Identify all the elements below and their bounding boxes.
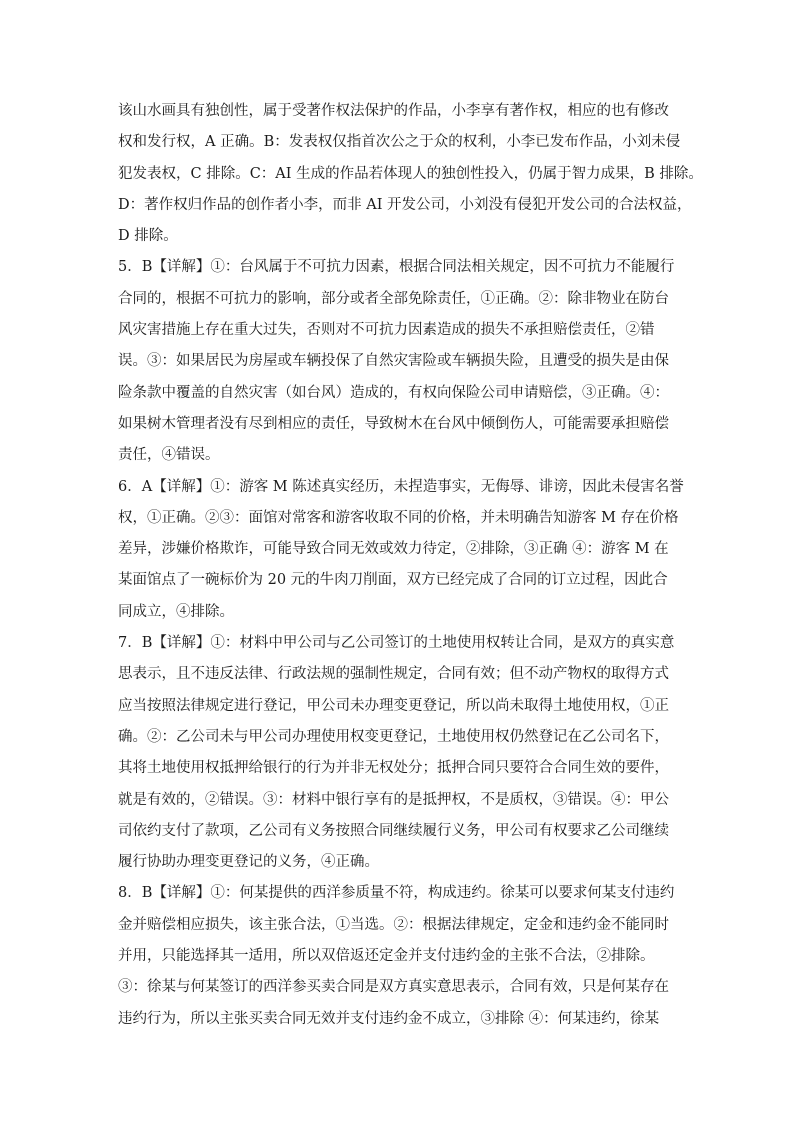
text-line: 应当按照法律规定进行登记，甲公司未办理变更登记，所以尚未取得土地使用权，①正 [118, 697, 669, 714]
text-line: D：著作权归作品的创作者小李，而非 AI 开发公司，小刘没有侵犯开发公司的合法权益， [118, 196, 692, 213]
text-line: 同成立，④排除。 [118, 603, 234, 620]
question-5-answer: 5．B【详解】①：台风属于不可抗力因素，根据合同法相关规定，因不可抗力不能履行 [118, 259, 675, 276]
text-line: 差异，涉嫌价格欺诈，可能导致合同无效或效力待定，②排除，③正确 ④：游客 M 在 [118, 541, 669, 558]
text-line: 责任，④错误。 [118, 447, 220, 464]
text-line: 金并赔偿相应损失，该主张合法，①当选。②：根据法律规定，定金和违约金不能同时 [118, 916, 669, 933]
text-line: 权，①正确。②③：面馆对常客和游客收取不同的价格，并未明确告知游客 M 存在价格 [118, 509, 679, 526]
text-line: ③：徐某与何某签订的西洋参买卖合同是双方真实意思表示，合同有效，只是何某存在 [118, 979, 669, 996]
question-8-answer: 8．B【详解】①：何某提供的西洋参质量不符，构成违约。徐某可以要求何某支付违约 [118, 885, 675, 902]
text-line: 其将土地使用权抵押给银行的行为并非无权处分；抵押合同只要符合合同生效的要件， [118, 760, 669, 777]
text-line: 思表示，且不违反法律、行政法规的强制性规定，合同有效；但不动产物权的取得方式 [118, 666, 669, 683]
text-line: 误。③：如果居民为房屋或车辆投保了自然灾害险或车辆损失险，且遭受的损失是由保 [118, 353, 669, 370]
text-line: 权和发行权，A 正确。B：发表权仅指首次公之于众的权利，小李已发布作品，小刘未侵 [118, 134, 681, 151]
text-line: 犯发表权，C 排除。C：AI 生成的作品若体现人的独创性投入，仍属于智力成果，B 排除。 [118, 165, 703, 182]
question-6-answer: 6．A【详解】①：游客 M 陈述真实经历，未捏造事实，无侮辱、诽谤，因此未侵害名誉 [118, 478, 684, 495]
text-line: 风灾害措施上存在重大过失，否则对不可抗力因素造成的损失不承担赔偿责任，②错 [118, 322, 655, 339]
text-line: 合同的，根据不可抗力的影响，部分或者全部免除责任，①正确。②：除非物业在防台 [118, 290, 669, 307]
answer-explanation-text [118, 96, 703, 1035]
text-line: 并用，只能选择其一适用，所以双倍返还定金并支付违约金的主张不合法，②排除。 [118, 948, 655, 965]
text-line: 确。②：乙公司未与甲公司办理使用权变更登记，土地使用权仍然登记在乙公司名下， [118, 728, 669, 745]
question-7-answer: 7．B【详解】①：材料中甲公司与乙公司签订的土地使用权转让合同，是双方的真实意 [118, 635, 675, 652]
text-line: D 排除。 [118, 228, 178, 245]
text-line: 险条款中覆盖的自然灾害（如台风）造成的，有权向保险公司申请赔偿，③正确。④： [118, 384, 669, 401]
text-line: 司依约支付了款项，乙公司有义务按照合同继续履行义务，甲公司有权要求乙公司继续 [118, 822, 669, 839]
text-line: 如果树木管理者没有尽到相应的责任，导致树木在台风中倾倒伤人，可能需要承担赔偿 [118, 415, 669, 432]
text-line: 履行协助办理变更登记的义务，④正确。 [118, 854, 379, 871]
text-line: 就是有效的，②错误。③：材料中银行享有的是抵押权，不是质权，③错误。④：甲公 [118, 791, 669, 808]
text-line: 某面馆点了一碗标价为 20 元的牛肉刀削面，双方已经完成了合同的订立过程，因此合 [118, 572, 668, 589]
text-line: 该山水画具有独创性，属于受著作权法保护的作品，小李享有著作权，相应的也有修改 [118, 103, 669, 119]
text-line: 违约行为，所以主张买卖合同无效并支付违约金不成立，③排除 ④：何某违约，徐某 [118, 1010, 660, 1027]
